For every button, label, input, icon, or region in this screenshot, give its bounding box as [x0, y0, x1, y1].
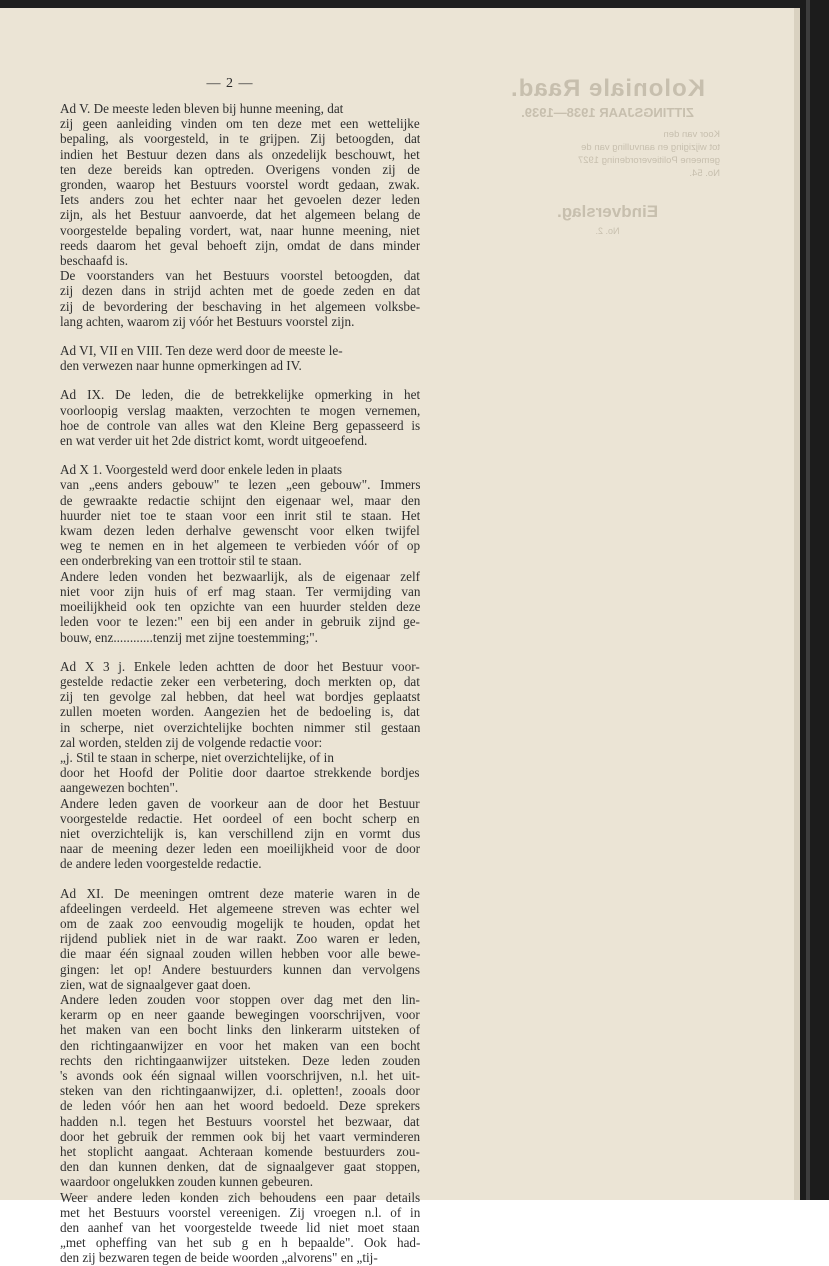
- paragraph-gap: [60, 448, 420, 462]
- ghost-report-title: Eindverslag.: [556, 202, 659, 221]
- spine-highlight: [806, 0, 810, 1200]
- text-line: voorloopig verslag maakten, verzochten te mogen vernemen,: [60, 402, 420, 418]
- text-line: weg te nemen en in het algemeen te verbieden vóór of op: [60, 538, 420, 554]
- text-line: het maken van een bocht links den linkerarm uitsteken of: [60, 1022, 420, 1038]
- text-line: Ad X 1. Voorgesteld werd door enkele leden in plaats: [60, 462, 343, 478]
- text-line: Ad VI, VII en VIII. Ten deze werd door de meeste le-: [60, 343, 343, 359]
- text-line: om de zaak zoo eenvoudig mogelijk te houden, opdat het: [60, 915, 420, 931]
- text-line: kerarm op en neer gaande bewegingen voorschrijven, voor: [60, 1007, 420, 1023]
- ghost-title: Koloniale Raad.: [509, 75, 706, 102]
- text-line: bepaling, als voorgesteld, in te grijpen. Zij betoogden, dat: [60, 131, 420, 147]
- page-number: — 2 —: [206, 76, 254, 91]
- text-line: zal worden, stelden zij de volgende redactie voor:: [60, 734, 323, 750]
- book-spine: [800, 0, 829, 1200]
- text-line: in scherpe, niet overzichtelijke bochten nimmer stil gestaan: [60, 719, 420, 735]
- text-line: bouw, enz............tenzij met zijne toestemming;".: [60, 629, 318, 645]
- ghost-line: tot wijziging en aanvulling van de: [581, 142, 720, 153]
- text-line: Ad XI. De meeningen omtrent deze materie waren in de: [60, 885, 420, 901]
- text-line: „j. Stil te staan in scherpe, niet overzichtelijke, of in: [60, 749, 334, 765]
- text-line: den zij bezwaren tegen de beide woorden „alvorens" en „tij-: [60, 1250, 378, 1266]
- text-line: aangewezen bochten".: [60, 780, 179, 796]
- text-line: zijn, als het Bestuur aanvoerde, dat het algemeen belang de: [60, 207, 420, 223]
- text-line: den richtingaanwijzer en voor het maken van een bocht: [60, 1037, 420, 1053]
- paragraph-gap: [60, 645, 420, 659]
- text-line: rijdend publiek niet in de war raakt. Zoo waren er leden,: [60, 931, 420, 947]
- bleed-through-header: [495, 75, 720, 236]
- text-line: de gewraakte redactie schijnt den eigenaar wel, maar den: [60, 492, 420, 508]
- text-line: den verwezen naar hunne opmerkingen ad IV.: [60, 358, 302, 374]
- scan-border-top: [0, 0, 829, 8]
- text-line: zij ten gevolge zal hebben, dat heel wat bordjes geplaatst: [60, 689, 420, 705]
- ghost-line: gemeene Politieverordening 1927: [577, 155, 720, 166]
- text-line: steken van den richtingaanwijzer, d.i. opletten!, zooals door: [60, 1083, 420, 1099]
- paragraph-gap: [60, 329, 420, 343]
- text-line: Andere leden vonden het bezwaarlijk, als de eigenaar zelf: [60, 568, 420, 584]
- text-line: en wat verder uit het 2de district komt, wordt uitgeoefend.: [60, 433, 368, 449]
- text-line: De voorstanders van het Bestuurs voorstel betoogden, dat: [60, 268, 420, 284]
- text-line: Andere leden zouden voor stoppen over dag met den lin-: [60, 991, 420, 1007]
- text-line: Andere leden gaven de voorkeur aan de door het Bestuur: [60, 795, 420, 811]
- paragraph-gap: [60, 872, 420, 886]
- text-line: voorgestelde bepaling vordert, wat, naar hunne meening, niet: [60, 222, 420, 238]
- text-line: Ad V. De meeste leden bleven bij hunne meening, dat: [60, 101, 344, 116]
- text-line: rechts den richtingaanwijzer uitsteken. Deze leden zouden: [60, 1052, 420, 1068]
- text-line: de leden vóór hen aan het woord bedoeld. Deze sprekers: [60, 1098, 420, 1114]
- text-line: het stoplicht aangaat. Achteraan komende bestuurders zou-: [60, 1144, 420, 1159]
- text-line: niet voor zijn huis of erf mag staan. Ter vermijding van: [60, 583, 420, 599]
- text-line: gronden, waarop het Bestuurs voorstel wordt gedaan, zwak.: [60, 177, 420, 193]
- text-line: huurder niet toe te staan voor een inrit stil te staan. Het: [60, 507, 420, 523]
- text-line: hoe de controle van alles wat den Kleine Berg gepasseerd is: [60, 417, 420, 433]
- ghost-line: No. 54.: [689, 168, 720, 179]
- text-line: de andere leden voorgestelde redactie.: [60, 856, 262, 872]
- report-body: [60, 101, 420, 1266]
- text-line: afdeelingen verdeeld. Het algemeene streven was echter wel: [60, 900, 420, 916]
- text-line: zien, wat de signaalgever gaat doen.: [60, 976, 251, 992]
- text-line: lang achten, waarom zij vóór het Bestuurs voorstel zijn.: [60, 313, 355, 329]
- text-line: gestelde redactie zeker een verbetering, doch merkten op, dat: [60, 673, 420, 689]
- paragraph-gap: [60, 373, 420, 387]
- ghost-subtitle: ZITTINGSJAAR 1938—1939.: [521, 105, 694, 120]
- text-line: Weer andere leden konden zich behoudens een paar details: [60, 1189, 420, 1205]
- text-line: niet overzichtelijk is, kan verschillend zijn en vormt dus: [60, 825, 420, 841]
- text-line: Iets anders zou het echter naar het gevoelen dezer leden: [60, 192, 420, 208]
- text-line: hadden n.l. tegen het Bestuurs voorstel het bezwaar, dat: [60, 1113, 420, 1129]
- text-line: zij dezen dans in strijd achten met de goede zeden en dat: [60, 283, 420, 299]
- text-line: zullen moeten worden. Aangezien het de bedoeling is, dat: [60, 704, 420, 720]
- text-line: indien het Bestuur dezen dans als onzedelijk beschouwt, het: [60, 146, 420, 162]
- text-line: een onderbreking van een trottoir stil te staan.: [60, 553, 302, 569]
- text-line: „met opheffing van het sub g en h bepaalde". Ook had-: [60, 1235, 420, 1251]
- text-line: beschaafd is.: [60, 253, 129, 269]
- text-line: zij de bevordering der beschaving in het algemeen volksbe-: [60, 298, 420, 314]
- text-line: voorgestelde redactie. Het oordeel of een bocht scherp en: [60, 810, 420, 826]
- text-line: van „eens anders gebouw" te lezen „een gebouw". Immers: [60, 477, 420, 493]
- text-line: waardoor ongelukken zouden kunnen gebeuren.: [60, 1174, 314, 1190]
- text-line: moeilijkheid ook ten opzichte van een huurder stelden deze: [60, 599, 420, 615]
- text-line: leden voor te lezen:" een bij een ander in gebruik zijnd ge-: [60, 614, 420, 630]
- text-line: door het gebruik der remmen ook bij het vaart verminderen: [60, 1128, 420, 1144]
- ghost-number: No. 2.: [595, 226, 620, 236]
- text-line: die maar één signaal zouden willen hebben voor alle bewe-: [60, 946, 420, 962]
- text-line: den aanhef van het voorgestelde tweede lid niet moet staan: [60, 1220, 420, 1236]
- text-line: Ad IX. De leden, die de betrekkelijke opmerking in het: [60, 387, 420, 403]
- text-line: den dan kunnen denken, dat de signaalgever gaat stoppen,: [60, 1159, 420, 1175]
- text-line: door het Hoofd der Politie door daartoe strekkende bordjes: [60, 765, 420, 781]
- text-line: reeds daarom het geval behoeft zijn, omdat de dans minder: [60, 237, 420, 253]
- ghost-line: Koor van den: [663, 129, 720, 140]
- text-line: Ad X 3 j. Enkele leden achtten de door het Bestuur voor-: [60, 658, 420, 674]
- text-line: 's avonds ook één signaal willen voorschrijven, n.l. het uit-: [60, 1067, 420, 1083]
- text-line: zij geen aanleiding vinden om ten deze met een wettelijke: [60, 116, 420, 132]
- text-line: met het Bestuurs voorstel vereenigen. Zij vroegen n.l. of in: [60, 1204, 420, 1220]
- text-line: naar de meening dezer leden een moeilijkheid voor de door: [60, 841, 420, 857]
- text-line: ten deze bereids kan optreden. Overigens vonden zij de: [60, 161, 420, 177]
- text-line: gingen: let op! Andere bestuurders kunnen dan vervolgens: [60, 961, 420, 977]
- text-line: kwam dezen leden derhalve gewenscht voor elken twijfel: [60, 523, 420, 539]
